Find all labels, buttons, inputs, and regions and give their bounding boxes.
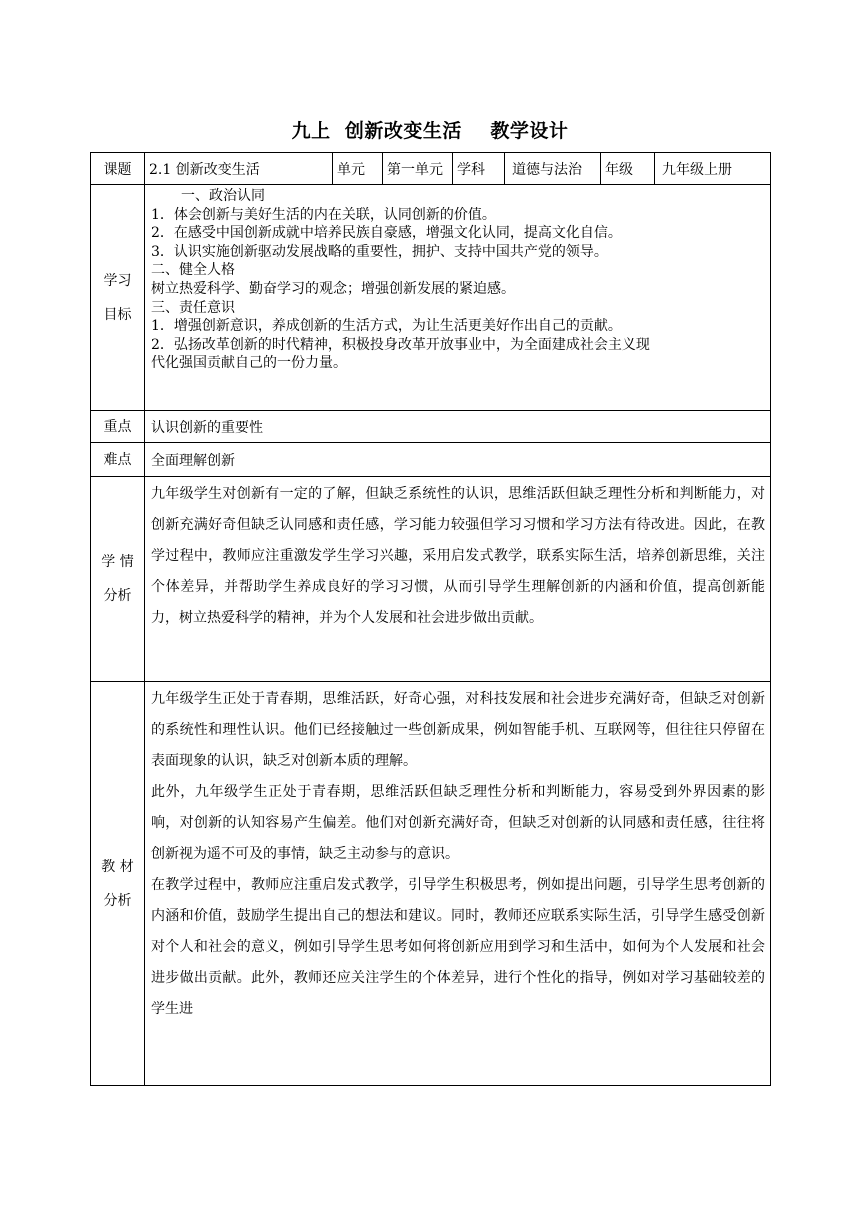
objective-item: 代化强国贡献自己的一份力量。: [151, 355, 347, 372]
grade-value: 九年级上册: [655, 153, 771, 185]
document-title: 九上 创新改变生活 教学设计: [291, 120, 569, 142]
material-analysis-paragraph: 在教学过程中，教师应注重启发式教学，引导学生积极思考，例如提出问题，引导学生思考创新的内涵和价值，鼓励学生提出自己的想法和建议。同时，教师还应联系实际生活，引导学生感受创新对个人和社会的意义，例如引导学生思考如何将创新应用到学习和生活中，如何为个人发展和社会进步做出贡献。此外，教师还应关注学生的个体差异，进行个性化的指导，例如对学习基础较差的学生进: [151, 877, 765, 1017]
objectives-label: [91, 185, 145, 411]
objectives-content: [145, 185, 771, 411]
student-analysis-label: [91, 477, 145, 682]
student-analysis-label-line2: 分析: [103, 588, 132, 604]
unit-value: 第一单元: [383, 153, 453, 185]
student-analysis-text: [145, 477, 771, 682]
topic-value: 2.1 创新改变生活: [145, 153, 333, 185]
difficulty-row: [91, 443, 771, 477]
key-point-row: [91, 411, 771, 443]
objective-item: 2．弘扬改革创新的时代精神，积极投身改革开放事业中，为全面建成社会主义现: [151, 336, 650, 353]
grade-label: 年级: [601, 153, 655, 185]
objective-item: 2．在感受中国创新成就中培养民族自豪感，增强文化认同，提高文化自信。: [151, 225, 622, 242]
objectives-label-line1: 学习: [103, 272, 132, 289]
objective-heading: 三、责任意识: [151, 299, 235, 316]
material-analysis-label-line2: 分析: [103, 892, 132, 909]
material-analysis-paragraph: 此外，九年级学生正处于青春期，思维活跃但缺乏理性分析和判断能力，容易受到外界因素的影响，对创新的认知容易产生偏差。他们对创新充满好奇，但缺乏对创新的认同感和责任感，往往将创新视为遥不可及的事情，缺乏主动参与的意识。: [151, 784, 765, 862]
student-analysis-label-line1: 学 情: [101, 554, 134, 570]
objective-heading: 一、政治认同: [181, 188, 265, 204]
material-analysis-paragraph: 九年级学生正处于青春期，思维活跃，好奇心强，对科技发展和社会进步充满好奇，但缺乏对创新的系统性和理性认识。他们已经接触过一些创新成果，例如智能手机、互联网等，但往往只停留在表面现象的认识，缺乏对创新本质的理解。: [151, 691, 765, 769]
objective-item: 1．体会创新与美好生活的内在关联，认同创新的价值。: [151, 206, 496, 223]
material-analysis-label: [91, 682, 145, 1086]
key-point-value: 认识创新的重要性: [145, 411, 771, 443]
unit-label: 单元: [333, 153, 383, 185]
subject-value: 道德与法治: [505, 153, 601, 185]
objective-item: 3．认识实施创新驱动发展战略的重要性，拥护、支持中国共产党的领导。: [151, 243, 608, 260]
difficulty-label: 难点: [91, 443, 145, 477]
objective-item: 1．增强创新意识，养成创新的生活方式，为让生活更美好作出自己的贡献。: [151, 318, 622, 335]
subject-label: 学科: [453, 153, 505, 185]
lesson-plan-table: [90, 152, 771, 1086]
student-analysis-paragraph: 九年级学生对创新有一定的了解，但缺乏系统性的认识，思维活跃但缺乏理性分析和判断能力，对创新充满好奇但缺乏认同感和责任感，学习能力较强但学习习惯和学习方法有待改进。因此，在教学过程中，教师应注重激发学生学习兴趣，采用启发式教学，联系实际生活，培养创新思维，关注个体差异，并帮助学生养成良好的学习习惯，从而引导学生理解创新的内涵和价值，提高创新能力，树立热爱科学的精神，并为个人发展和社会进步做出贡献。: [151, 486, 765, 626]
student-analysis-row: [91, 477, 771, 682]
header-row: [91, 153, 771, 185]
difficulty-value: 全面理解创新: [145, 443, 771, 477]
material-analysis-text: [145, 682, 771, 1086]
key-point-label: 重点: [91, 411, 145, 443]
objective-item: 树立热爱科学、勤奋学习的观念；增强创新发展的紧迫感。: [151, 280, 515, 297]
objectives-row: [91, 185, 771, 411]
material-analysis-row: [91, 682, 771, 1086]
topic-label: 课题: [91, 153, 145, 185]
material-analysis-label-line1: 教 材: [101, 858, 134, 875]
objectives-label-line2: 目标: [103, 306, 132, 323]
objective-heading: 二、健全人格: [151, 262, 235, 279]
